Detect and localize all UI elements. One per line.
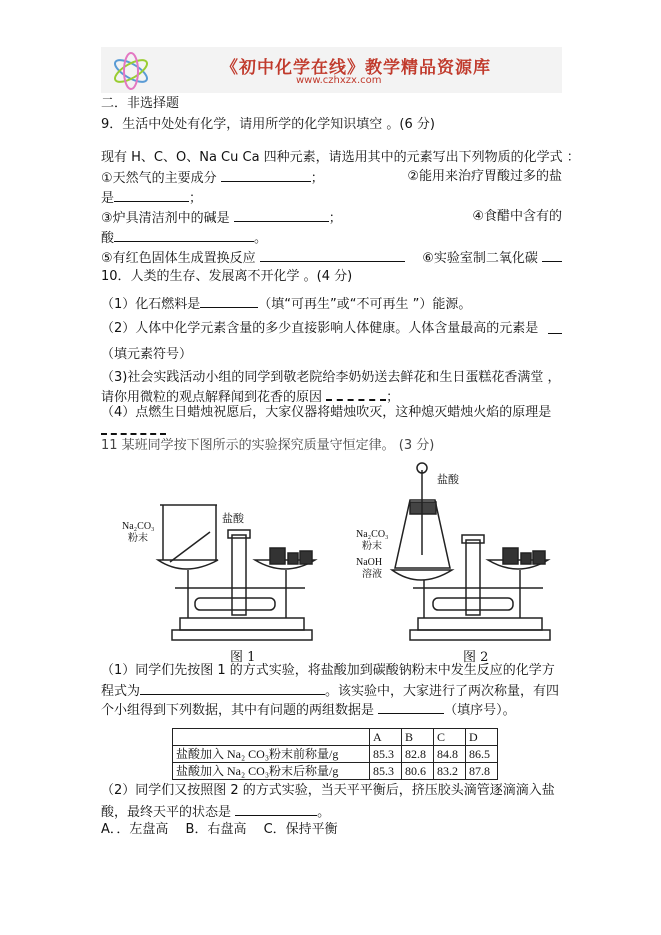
balance-2-illustration (392, 463, 550, 640)
table-cell: 84.8 (434, 746, 466, 763)
q9-item1: ①天然气的主要成分 (101, 171, 217, 186)
table-cell: 82.8 (402, 746, 434, 763)
fig2-label-acid: 盐酸 (437, 474, 459, 486)
weighing-data-table (172, 728, 498, 780)
fig2-label-naoh: NaOH (356, 557, 383, 568)
banner-url: www.czhxzx.com (296, 75, 382, 86)
q9-item6: ⑥实验室制二氧化碳 (422, 251, 538, 266)
q9-item2-cont: 是 (101, 191, 115, 206)
answer-blank[interactable] (378, 700, 444, 714)
q11-options: A．．左盘高 B．右盘高 C．保持平衡 (101, 822, 338, 837)
q9-intro: 现有 H、C、O、Na Cu Ca 四种元素，请选用其中的元素写出下列物质的化学式 ： (101, 150, 580, 165)
q9-item2: ②能用来治疗胃酸过多的盐 (407, 169, 562, 184)
balance-1-illustration (158, 505, 315, 640)
fig1-label-na2co3: Na₂CO₃ (122, 521, 155, 532)
table-header: B (402, 729, 434, 746)
fig2-label-solution: 溶液 (362, 569, 382, 580)
fig2-label-powder: 粉末 (362, 541, 382, 552)
q11-p2-text: 酸，最终天平的状态是 (101, 805, 232, 820)
answer-blank[interactable] (200, 294, 258, 308)
q9-line4: 酸 。 (101, 228, 267, 248)
row-label: 盐酸加入 Na₂ CO₃粉末前称量/g (173, 746, 370, 763)
q11-part1-line3 (101, 700, 516, 720)
q11-part1: （1）同学们先按图 1 的方式实验，将盐酸加到碳酸钠粉末中发生反应的化学方 (101, 663, 555, 678)
table-cell: 83.2 (434, 763, 466, 780)
fig2-caption: 图 2 (463, 650, 489, 665)
q9-line3: ③炉具清洁剂中的碱是 ； ④食醋中含有的 (101, 209, 562, 226)
answer-blank[interactable] (140, 681, 325, 695)
q11-part2: （2）同学们又按照图 2 的方式实验，当天平平衡后，挤压胶头滴管逐滴滴入盐 (101, 783, 555, 798)
q9-item5: ⑤有红色固体生成置换反应 (101, 251, 256, 266)
table-cell: 85.3 (370, 763, 402, 780)
q9-item4: ④食醋中含有的 (472, 209, 562, 224)
answer-blank[interactable] (326, 386, 386, 401)
q11-part1-line2 (101, 681, 559, 701)
q11-p1-text3: 个小组得到下列数据，其中有问题的两组数据是 (101, 703, 375, 718)
table-row (173, 763, 498, 780)
answer-blank[interactable] (221, 168, 311, 182)
q9-item4-cont: 酸 (101, 231, 115, 246)
q11-p2-end: 。 (317, 805, 331, 820)
q11-p1-text: 程式为 (101, 684, 141, 699)
header-banner (101, 47, 562, 93)
q10-part3-cont: 请你用微粒的观点解释闻到花香的原因 ； (101, 386, 399, 407)
q10-p1-hint: （填“可再生”或“不可再生 ”）能源。 (258, 297, 472, 312)
answer-blank[interactable] (548, 320, 562, 334)
atom-logo-icon (109, 51, 153, 91)
fig1-caption: 图 1 (230, 650, 256, 665)
q11-title: 11 某班同学按下图所示的实验探究质量守恒定律。 (3 分) (101, 438, 435, 453)
table-cell: 85.3 (370, 746, 402, 763)
q10-part1 (101, 294, 471, 314)
banner-title: 《初中化学在线》教学精品资源库 (221, 58, 491, 78)
answer-blank[interactable] (114, 188, 189, 202)
fig2-label-na2co3: Na₂CO₃ (356, 529, 389, 540)
table-cell: 80.6 (402, 763, 434, 780)
q10-p2-text: （2）人体中化学元素含量的多少直接影响人体健康。人体含量最高的元素是 (101, 321, 539, 336)
answer-blank[interactable] (235, 802, 317, 816)
q9-line5 (101, 248, 562, 268)
answer-blank[interactable] (101, 420, 166, 435)
q11-p1-hint: （填序号）。 (444, 703, 516, 718)
q11-part2-line2 (101, 802, 330, 822)
q9-line1: ①天然气的主要成分 ； ②能用来治疗胃酸过多的盐 (101, 169, 562, 186)
table-header-row (173, 729, 498, 746)
answer-blank[interactable] (234, 208, 329, 222)
q10-part3: （3)社会实践活动小组的同学到敬老院给李奶奶送去鲜花和生日蛋糕花香满堂 ， (101, 370, 561, 385)
table-row (173, 746, 498, 763)
table-cell: 87.8 (466, 763, 498, 780)
experiment-figure (100, 460, 570, 660)
q10-part2 (101, 320, 562, 338)
q9-title: 9．生活中处处有化学，请用所学的化学知识填空 。(6 分) (101, 117, 435, 132)
answer-blank[interactable] (542, 248, 562, 262)
q9-item3: ③炉具清洁剂中的碱是 (101, 211, 230, 226)
q10-p3-text: 请你用微粒的观点解释闻到花香的原因 (101, 390, 323, 405)
row-label: 盐酸加入 Na₂ CO₃粉末后称量/g (173, 763, 370, 780)
table-header: D (466, 729, 498, 746)
table-cell: 86.5 (466, 746, 498, 763)
q10-p1-text: （1）化石燃料是 (101, 297, 201, 312)
q11-p1-text2: 。该实验中，大家进行了两次称量，有四 (325, 684, 560, 699)
fig1-label-acid: 盐酸 (222, 513, 244, 525)
q10-title: 10．人类的生存、发展离不开化学 。(4 分) (101, 269, 353, 284)
answer-blank[interactable] (260, 248, 405, 262)
table-header (173, 729, 370, 746)
answer-blank[interactable] (114, 228, 254, 242)
q10-part4: （4）点燃生日蜡烛祝愿后，大家仪器将蜡烛吹灭，这种熄灭蜡烛火焰的原理是 (101, 405, 552, 420)
section-heading: 二．非选择题 (101, 96, 180, 111)
q9-line2: 是 ； (101, 188, 202, 208)
fig1-label-powder: 粉末 (128, 533, 148, 544)
table-header: C (434, 729, 466, 746)
q10-part2-hint: （填元素符号） (101, 347, 193, 362)
table-header: A (370, 729, 402, 746)
